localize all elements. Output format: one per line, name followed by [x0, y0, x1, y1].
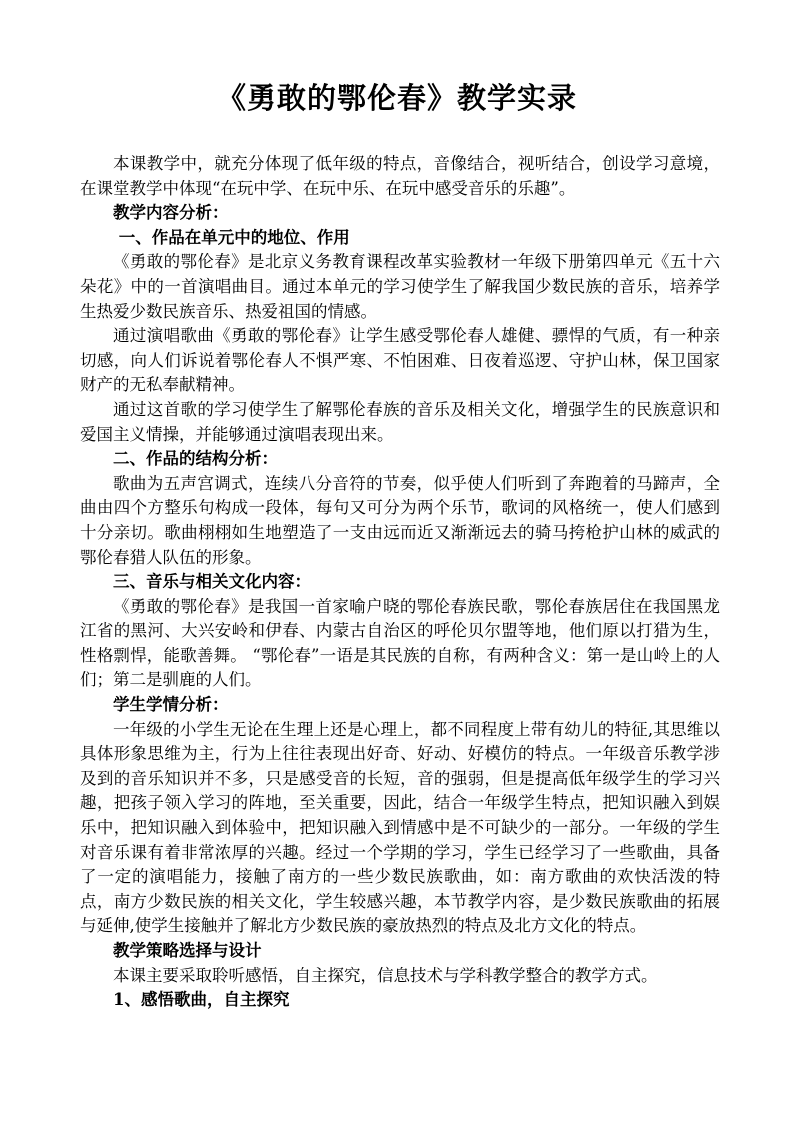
heading-section-2: 二、作品的结构分析：	[113, 449, 278, 469]
paragraph: 通过这首歌的学习使学生了解鄂伦春族的音乐及相关文化，增强学生的民族意识和爱国主义情操，并能够通过演唱表现出来。	[80, 399, 720, 444]
heading-section-1: 一、作品在单元中的地位、作用	[118, 227, 350, 247]
intro-paragraph: 本课教学中，就充分体现了低年级的特点，音像结合，视听结合，创设学习意境，在课堂教学中体现“在玩中学、在玩中乐、在玩中感受音乐的乐趣”。	[80, 154, 720, 198]
paragraph: 《勇敢的鄂伦春》是北京义务教育课程改革实验教材一年级下册第四单元《五十六朵花》中的一首演唱曲目。通过本单元的学习使学生了解我国少数民族的音乐，培养学生热爱少数民族音乐、热爱祖国的情感。	[80, 252, 720, 321]
paragraph: 一年级的小学生无论在生理上还是心理上，都不同程度上带有幼儿的特征,其思维以具体形象思维为主，行为上往往表现出好奇、好动、好模仿的特点。一年级音乐教学涉及到的音乐知识并不多，只是感受音的长短，音的强弱，但是提高低年级学生的学习兴趣，把孩子领入学习的阵地，至关重要，因此，结合一年级学生特点，把知识融入到娱乐中，把知识融入到体验中，把知识融入到情感中是不可缺少的一部分。一年级的学生对音乐课有着非常浓厚的兴趣。经过一个学期的学习，学生已经学习了一些歌曲，具备了一定的演唱能力，接触了南方的一些少数民族歌曲，如：南方歌曲的欢快活泼的特点，南方少数民族的相关文化，学生较感兴趣，本节教学内容，是少数民族歌曲的拓展与延伸,使学生接触并了解北方少数民族的豪放热烈的特点及北方文化的特点。	[80, 719, 720, 936]
page-title: 《勇敢的鄂伦春》教学实录	[216, 81, 577, 115]
heading-student-analysis: 学生学情分析：	[113, 695, 229, 715]
paragraph: 《勇敢的鄂伦春》是我国一首家喻户晓的鄂伦春族民歌，鄂伦春族居住在我国黑龙江省的黑河、大兴安岭和伊春、内蒙古自治区的呼伦贝尔盟等地，他们原以打猎为生，性格剽悍，能歌善舞。 “鄂伦春”一语是其民族的自称，有两种含义：第一是山岭上的人们；第二是驯鹿的人们。	[80, 596, 720, 690]
heading-content-analysis: 教学内容分析：	[113, 203, 229, 223]
paragraph: 本课主要采取聆听感悟，自主探究，信息技术与学科教学整合的教学方式。	[113, 965, 658, 985]
paragraph: 歌曲为五声宫调式，连续八分音符的节奏，似乎使人们听到了奔跑着的马蹄声，全曲由四个方整乐句构成一段体，每句又可分为两个乐节，歌词的风格统一，使人们感到十分亲切。歌曲栩栩如生地塑造了一支由远而近又渐渐远去的骑马挎枪护山林的威武的鄂伦春猎人队伍的形象。	[80, 473, 720, 567]
paragraph: 通过演唱歌曲《勇敢的鄂伦春》让学生感受鄂伦春人雄健、骠悍的气质，有一种亲切感，向人们诉说着鄂伦春人不惧严寒、不怕困难、日夜着巡逻、守护山林，保卫国家财产的无私奉献精神。	[80, 326, 720, 395]
heading-section-3: 三、音乐与相关文化内容：	[113, 572, 311, 592]
document-body	[80, 152, 720, 1013]
heading-strategy: 教学策略选择与设计	[113, 941, 262, 960]
heading-step-1: 1、感悟歌曲，自主探究	[113, 990, 290, 1010]
